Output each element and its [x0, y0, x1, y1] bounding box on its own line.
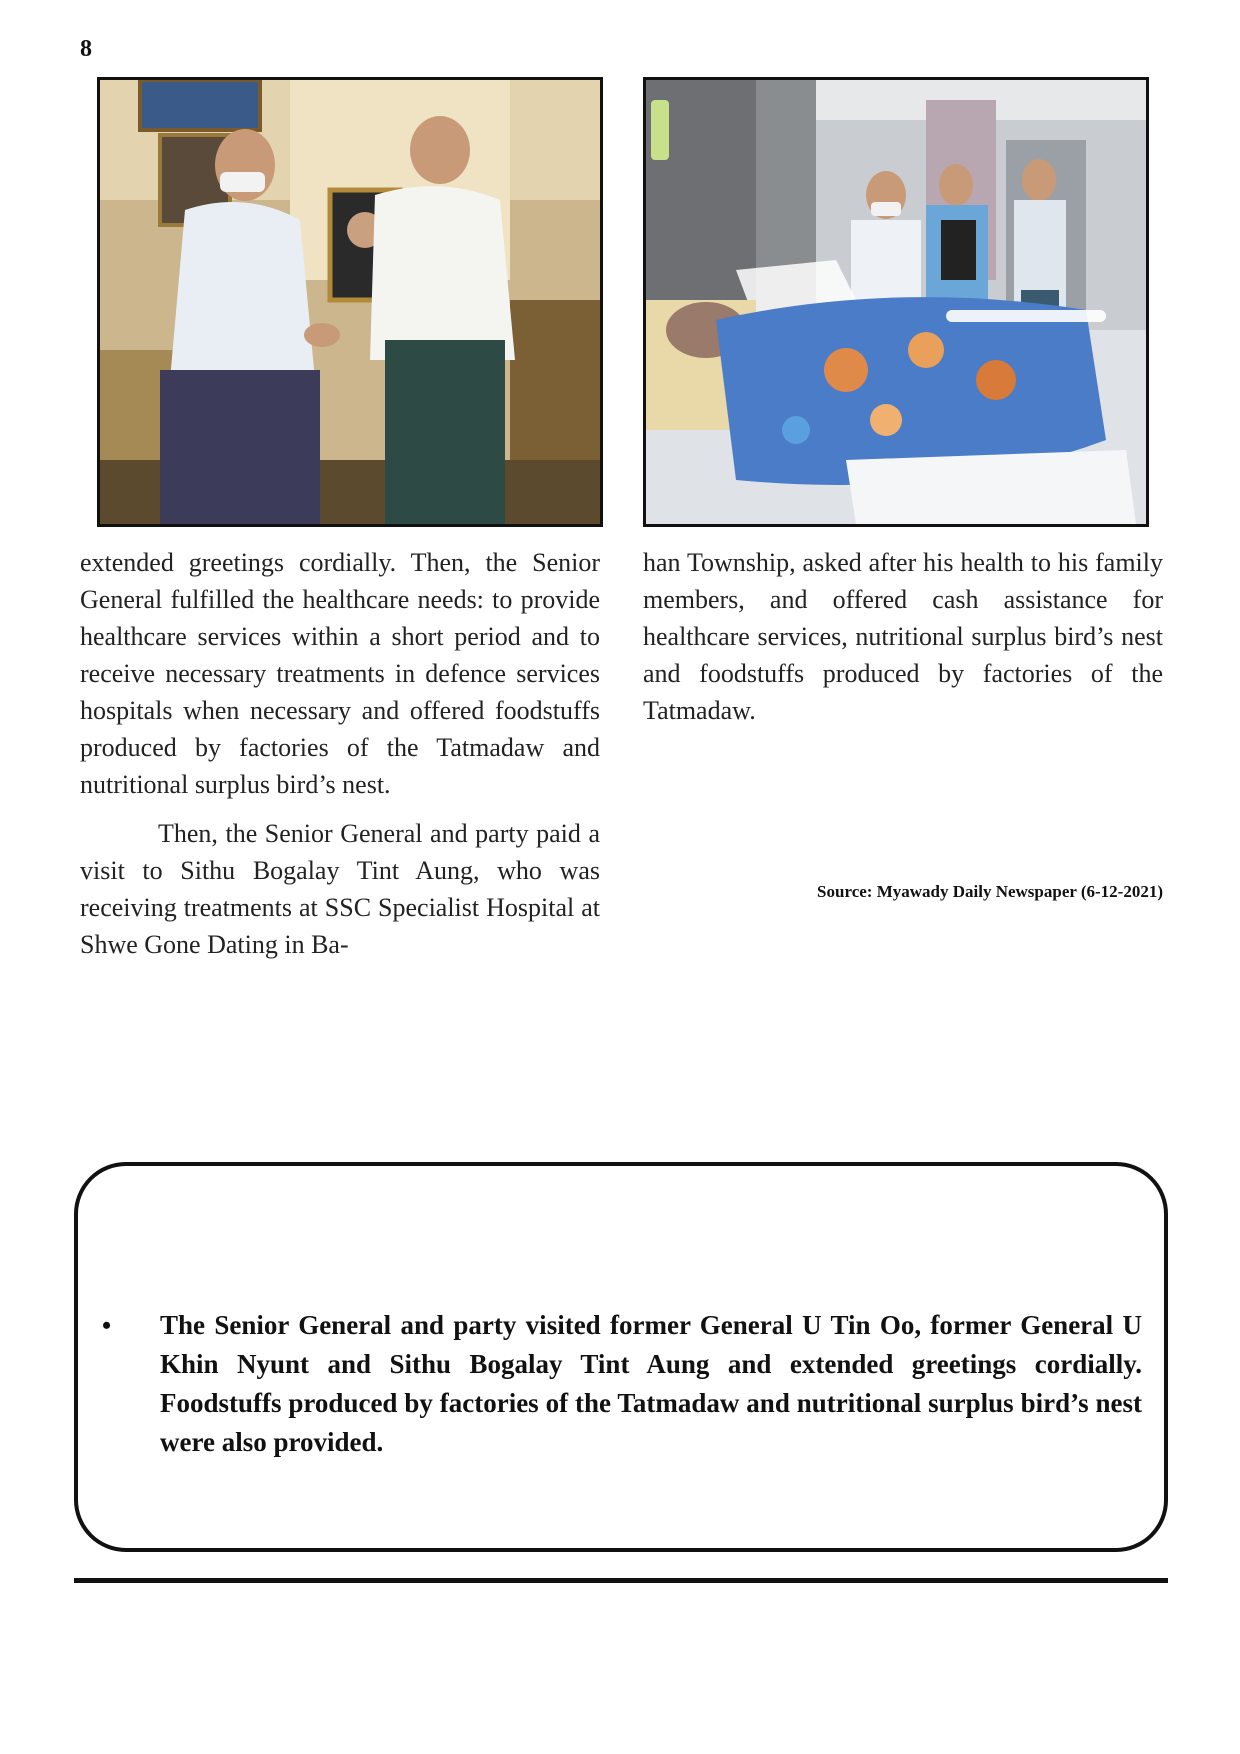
page-number: 8: [80, 36, 92, 62]
summary-box: [74, 1162, 1168, 1552]
article-paragraph: Then, the Senior General and party paid a visit to Sithu Bogalay Tint Aung, who was receiving treatments at SSC Specialist Hospital at Shwe Gone Dating in Ba-: [80, 819, 600, 959]
article-column-right: [643, 544, 1163, 729]
bullet-icon: •: [102, 1311, 112, 1340]
summary-text: The Senior General and party visited former General U Tin Oo, former General U Khin Nyunt and Sithu Bogalay Tint Aung and extended greetings cordially. Foodstuffs produced by factories of the Tatmadaw and nutritional surplus bird’s nest were also provided.: [160, 1310, 1142, 1457]
summary-item: [98, 1306, 1142, 1462]
article-paragraph: extended greetings cordially. Then, the Senior General fulfilled the healthcare needs: to provide healthcare services within a short period and to receive necessary treatments in defence services hospitals when necessary and offered foodstuffs produced by factories of the Tatmadaw and nutritional surplus bird’s nest.: [80, 548, 600, 799]
photo-handshake: [97, 77, 603, 527]
article-column-left: [80, 544, 600, 963]
article-paragraph: han Township, asked after his health to his family members, and offered cash assistance for healthcare services, nutritional surplus bird’s nest and foodstuffs produced by factories of the Tatmadaw.: [643, 548, 1163, 725]
bottom-rule: [74, 1578, 1168, 1583]
summary-list: [98, 1306, 1142, 1462]
source-citation: Source: Myawady Daily Newspaper (6-12-2021): [817, 882, 1163, 901]
photo-hospital-visit: [643, 77, 1149, 527]
